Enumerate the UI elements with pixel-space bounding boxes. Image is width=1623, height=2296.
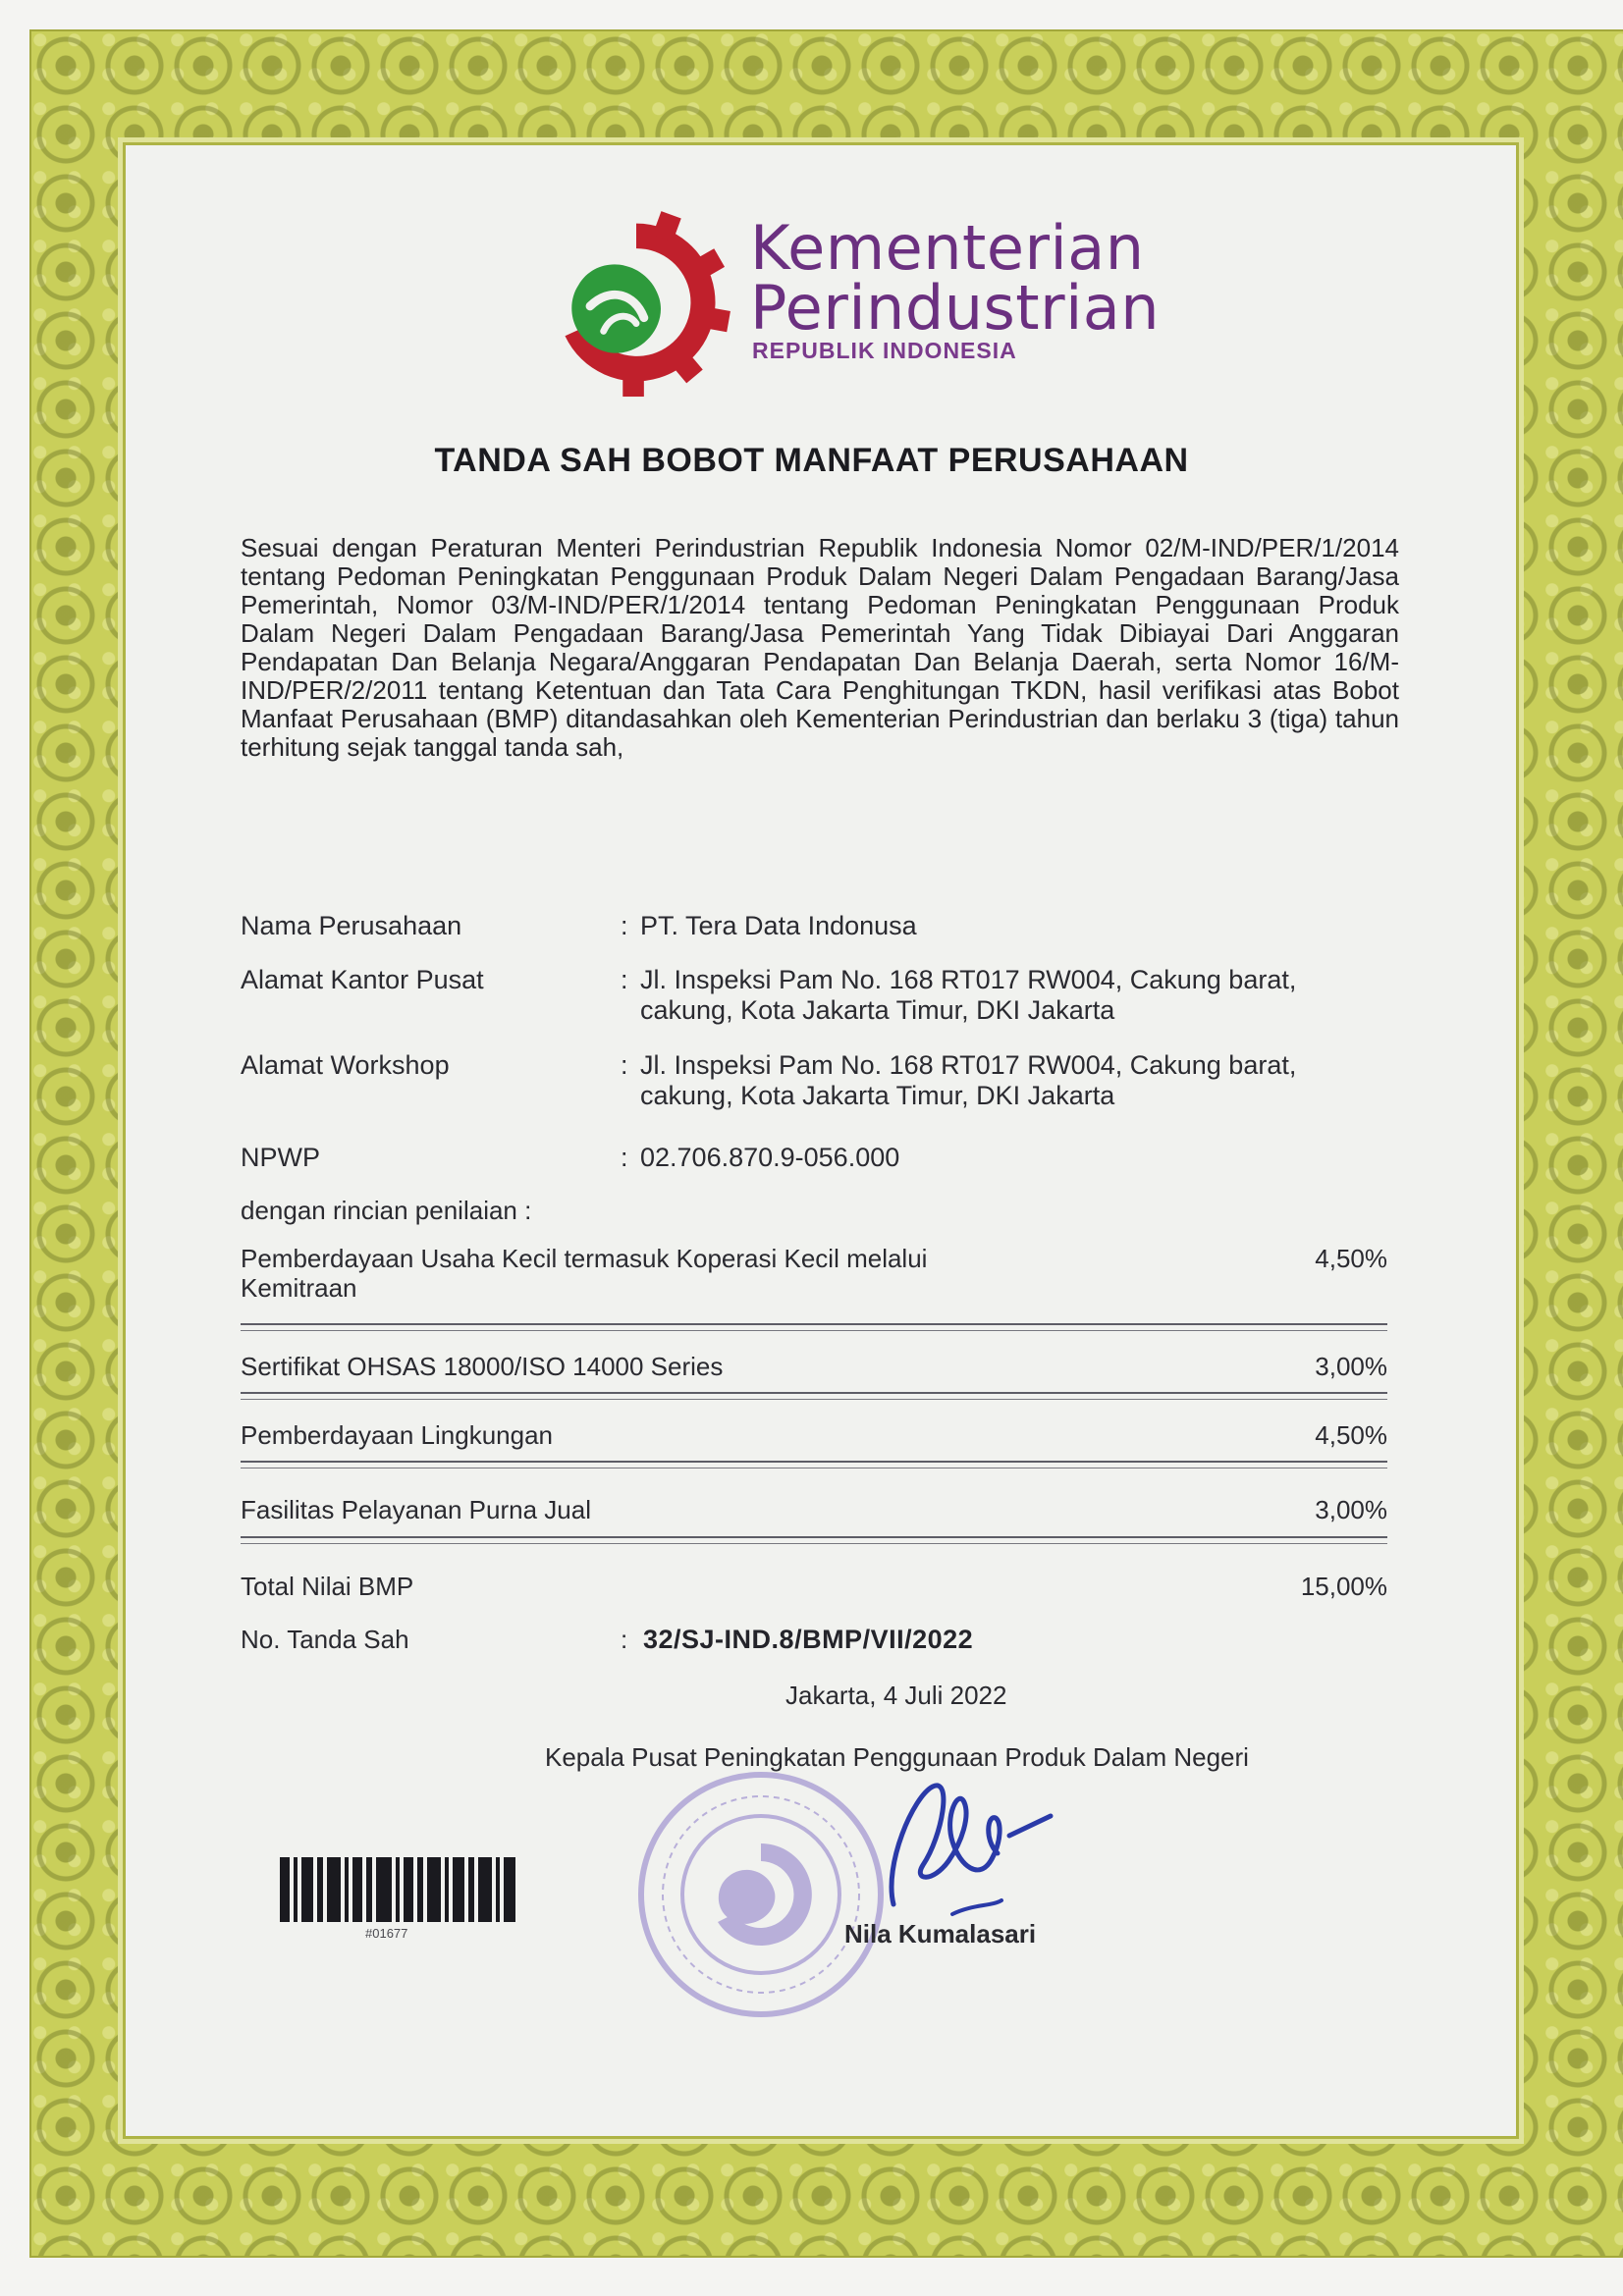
rule-divider [241,1392,1387,1394]
rule-divider [241,1536,1387,1538]
tanda-sah-label: No. Tanda Sah [241,1625,409,1654]
rule-divider [241,1323,1387,1325]
field-label-npwp: NPWP [241,1143,320,1172]
rating-value: 4,50% [1315,1420,1387,1450]
logo-text-kementerian: Kementerian [750,212,1145,284]
document-title: TANDA SAH BOBOT MANFAAT PERUSAHAAN [434,442,1189,479]
rating-value: 3,00% [1315,1495,1387,1524]
field-label-alamat-workshop: Alamat Workshop [241,1050,450,1080]
field-value-alamat-workshop: Jl. Inspeksi Pam No. 168 RT017 RW004, Cakung barat, cakung, Kota Jakarta Timur, DKI Jakarta [640,1050,1297,1110]
rating-value: 4,50% [1315,1244,1387,1273]
rating-label: Pemberdayaan Usaha Kecil termasuk Koperasi Kecil melalui Kemitraan [241,1244,928,1303]
rating-label: Pemberdayaan Lingkungan [241,1420,554,1450]
field-colon: : [621,1143,628,1172]
field-value-nama: PT. Tera Data Indonusa [640,911,917,940]
official-stamp-icon [633,1767,889,2022]
rating-label: Fasilitas Pelayanan Purna Jual [241,1495,591,1524]
field-colon: : [621,1050,628,1080]
field-label-alamat-kantor: Alamat Kantor Pusat [241,965,484,994]
kemenperin-logo-icon [540,206,732,399]
total-value: 15,00% [1300,1572,1387,1601]
rule-divider [241,1330,1387,1331]
signer-name: Nila Kumalasari [844,1919,1037,1949]
field-label-nama: Nama Perusahaan [241,911,462,940]
tanda-sah-colon: : [621,1625,628,1654]
total-label: Total Nilai BMP [241,1572,414,1601]
intro-paragraph: Sesuai dengan Peraturan Menteri Perindustrian Republik Indonesia Nomor 02/M-IND/PER/1/2014 tentang Pedoman Peningkatan Penggunaan Produk Dalam Negeri Dalam Pengadaan Barang/Jasa Pemerintah, Nomor 03/M-IND/PER/1/2014 tentang Pedoman Peningkatan Penggunaan Produk Dalam Negeri Dalam Pengadaan Barang/Jasa Pemerintah Yang Tidak Dibiayai Dari Anggaran Pendapatan Dan Belanja Negara/Anggaran Pendapatan Dan Belanja Daerah, serta Nomor 16/M-IND/PER/2/2011 tentang Ketentuan dan Tata Cara Penghitungan TKDN, hasil verifikasi atas Bobot Manfaat Perusahaan (BMP) ditandasahkan oleh Kementerian Perindustrian dan berlaku 3 (tiga) tahun terhitung sejak tanggal tanda sah, [241,533,1399,762]
place-date: Jakarta, 4 Juli 2022 [785,1681,1007,1710]
logo-text-perindustrian: Perindustrian [750,272,1161,344]
barcode-icon [280,1857,515,1922]
rincian-label: dengan rincian penilaian : [241,1196,532,1225]
rule-divider [241,1399,1387,1400]
rule-divider [241,1461,1387,1463]
logo-text-republik: REPUBLIK INDONESIA [752,338,1017,363]
tanda-sah-number: 32/SJ-IND.8/BMP/VII/2022 [643,1625,974,1654]
rating-value: 3,00% [1315,1352,1387,1381]
rating-row [241,1244,1387,1307]
field-colon: : [621,965,628,994]
barcode-number: #01677 [365,1926,408,1941]
rating-label: Sertifikat OHSAS 18000/ISO 14000 Series [241,1352,724,1381]
signature-icon [854,1757,1080,1924]
signer-title: Kepala Pusat Peningkatan Penggunaan Produk Dalam Negeri [545,1742,1249,1772]
field-value-npwp: 02.706.870.9-056.000 [640,1143,900,1172]
field-colon: : [621,911,628,940]
field-value-alamat-kantor: Jl. Inspeksi Pam No. 168 RT017 RW004, Cakung barat, cakung, Kota Jakarta Timur, DKI Jakarta [640,965,1297,1025]
rule-divider [241,1543,1387,1544]
